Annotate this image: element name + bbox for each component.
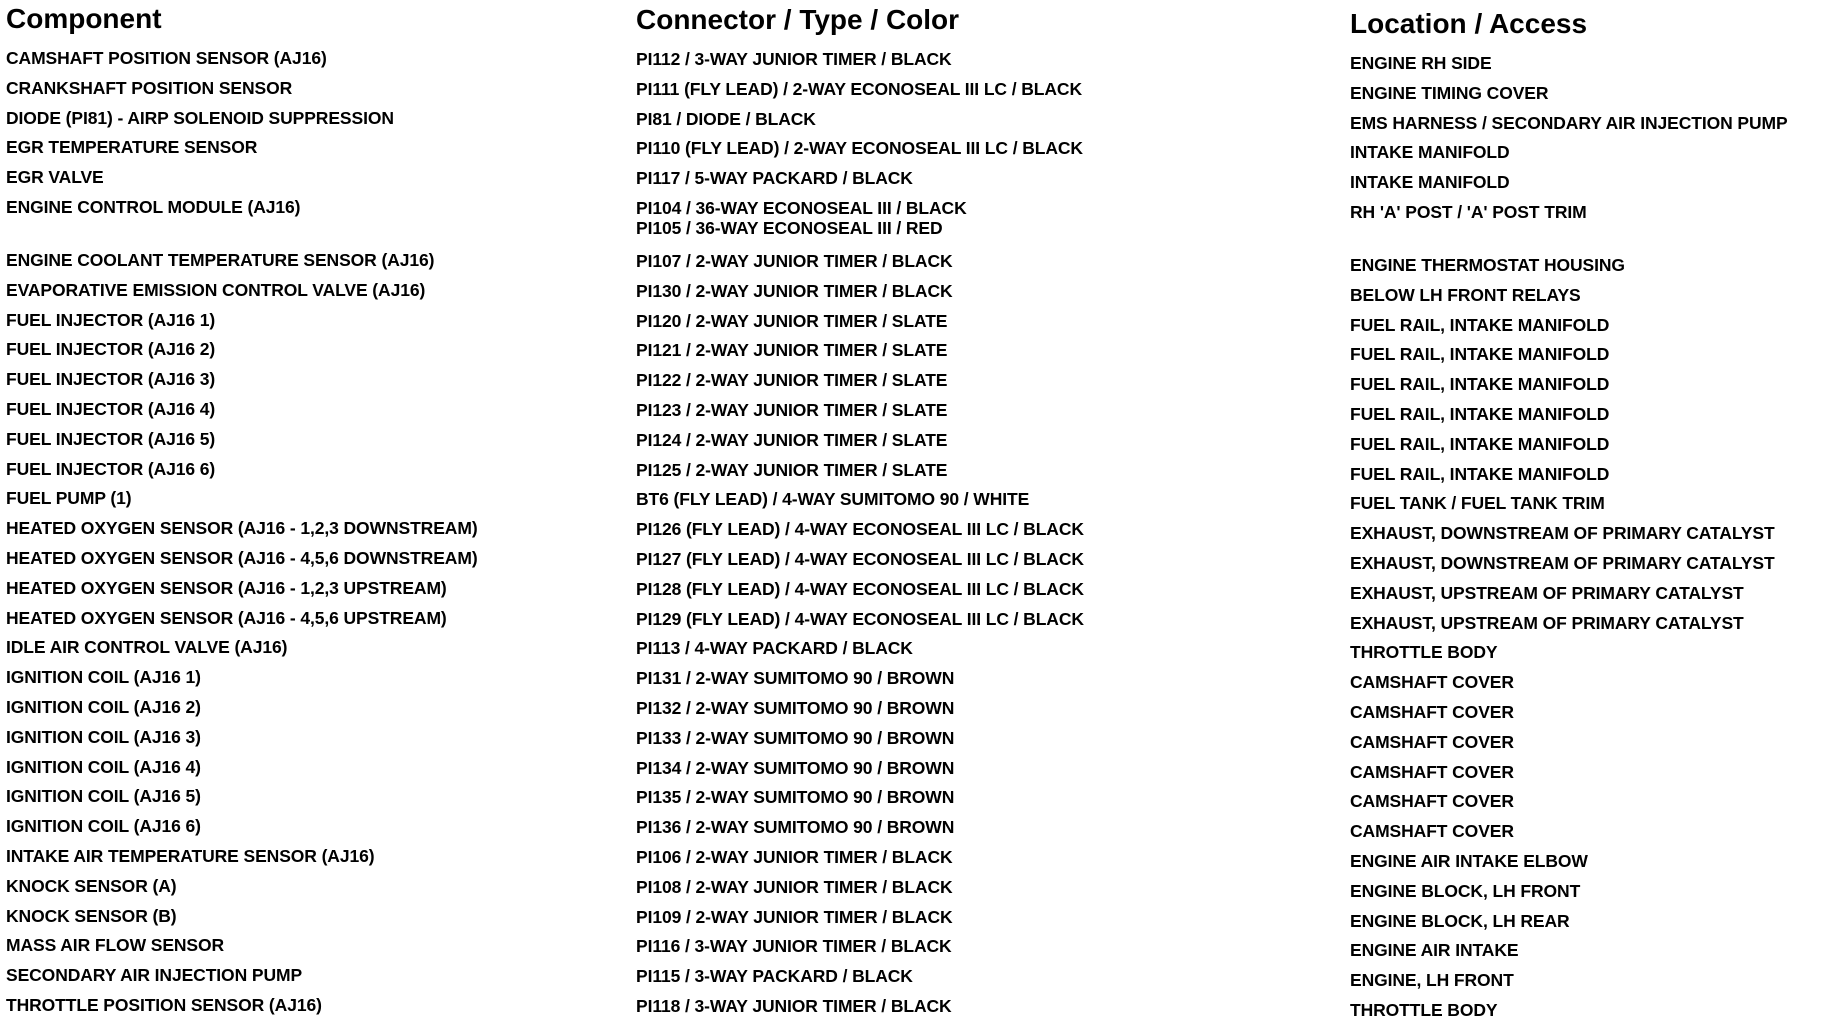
location-cell: CAMSHAFT COVER: [1350, 701, 1514, 722]
location-cell: FUEL RAIL, INTAKE MANIFOLD: [1350, 463, 1610, 484]
connector-list: [636, 49, 1084, 1026]
component-cell: FUEL INJECTOR (AJ16 5): [6, 428, 216, 449]
connector-cell: [636, 489, 1084, 519]
location-cell: FUEL RAIL, INTAKE MANIFOLD: [1350, 344, 1610, 365]
connector-line: PI121 / 2-WAY JUNIOR TIMER / SLATE: [636, 340, 948, 361]
location-cell: CAMSHAFT COVER: [1350, 731, 1514, 752]
connector-line: PI136 / 2-WAY SUMITOMO 90 / BROWN: [636, 817, 955, 838]
connector-cell: [636, 638, 1084, 668]
connector-cell: [636, 79, 1084, 109]
component-cell: HEATED OXYGEN SENSOR (AJ16 - 1,2,3 UPSTREAM): [6, 577, 447, 598]
connector-cell: [636, 460, 1084, 490]
component-cell: IGNITION COIL (AJ16 4): [6, 756, 201, 777]
connector-line: PI81 / DIODE / BLACK: [636, 108, 816, 129]
connector-line: PI126 (FLY LEAD) / 4-WAY ECONOSEAL III LC / BLACK: [636, 519, 1084, 540]
connector-line: PI109 / 2-WAY JUNIOR TIMER / BLACK: [636, 906, 953, 927]
location-cell: BELOW LH FRONT RELAYS: [1350, 284, 1581, 305]
location-cell: ENGINE AIR INTAKE ELBOW: [1350, 850, 1588, 871]
location-cell: EXHAUST, UPSTREAM OF PRIMARY CATALYST: [1350, 582, 1744, 603]
connector-line: PI134 / 2-WAY SUMITOMO 90 / BROWN: [636, 757, 955, 778]
location-cell: ENGINE RH SIDE: [1350, 53, 1492, 73]
component-cell: IDLE AIR CONTROL VALVE (AJ16): [6, 637, 288, 658]
location-cell: ENGINE THERMOSTAT HOUSING: [1350, 254, 1625, 275]
connector-cell: [636, 198, 1084, 251]
connector-cell: [636, 996, 1084, 1026]
connector-line: PI110 (FLY LEAD) / 2-WAY ECONOSEAL III LC / BLACK: [636, 138, 1083, 159]
connector-line: PI105 / 36-WAY ECONOSEAL III / RED: [636, 217, 943, 238]
location-cell: FUEL RAIL, INTAKE MANIFOLD: [1350, 314, 1610, 335]
connector-line: PI104 / 36-WAY ECONOSEAL III / BLACK: [636, 197, 967, 218]
connector-line: PI111 (FLY LEAD) / 2-WAY ECONOSEAL III LC / BLACK: [636, 78, 1082, 99]
connector-cell: [636, 549, 1084, 579]
location-cell: FUEL TANK / FUEL TANK TRIM: [1350, 493, 1605, 514]
component-cell: CAMSHAFT POSITION SENSOR (AJ16): [6, 48, 327, 68]
component-cell: EGR VALVE: [6, 167, 104, 188]
connector-cell: [636, 698, 1084, 728]
connector-cell: [636, 787, 1084, 817]
component-cell: CRANKSHAFT POSITION SENSOR: [6, 77, 293, 98]
connector-line: PI132 / 2-WAY SUMITOMO 90 / BROWN: [636, 697, 955, 718]
location-cell: CAMSHAFT COVER: [1350, 761, 1514, 782]
component-cell: ENGINE CONTROL MODULE (AJ16): [6, 196, 301, 217]
connector-line: PI133 / 2-WAY SUMITOMO 90 / BROWN: [636, 727, 955, 748]
connector-cell: [636, 966, 1084, 996]
connector-line: PI117 / 5-WAY PACKARD / BLACK: [636, 168, 913, 189]
component-cell: THROTTLE POSITION SENSOR (AJ16): [6, 994, 322, 1015]
component-cell: EVAPORATIVE EMISSION CONTROL VALVE (AJ16): [6, 279, 426, 300]
component-cell: DIODE (PI81) - AIRP SOLENOID SUPPRESSION: [6, 107, 394, 128]
component-cell: IGNITION COIL (AJ16 3): [6, 726, 201, 747]
connector-cell: [636, 370, 1084, 400]
location-list: [1350, 53, 1788, 1030]
connector-cell: [636, 519, 1084, 549]
location-cell: THROTTLE BODY: [1350, 642, 1498, 663]
connector-cell: [636, 251, 1084, 281]
connector-cell: [636, 311, 1084, 341]
connector-line: PI115 / 3-WAY PACKARD / BLACK: [636, 966, 913, 987]
connector-cell: [636, 907, 1084, 937]
connector-line: PI112 / 3-WAY JUNIOR TIMER / BLACK: [636, 49, 952, 69]
location-cell: INTAKE MANIFOLD: [1350, 142, 1510, 163]
component-cell: FUEL INJECTOR (AJ16 4): [6, 398, 216, 419]
component-cell: KNOCK SENSOR (B): [6, 905, 177, 926]
location-cell: ENGINE AIR INTAKE: [1350, 940, 1519, 961]
connector-line: PI135 / 2-WAY SUMITOMO 90 / BROWN: [636, 787, 955, 808]
location-cell: EXHAUST, UPSTREAM OF PRIMARY CATALYST: [1350, 612, 1744, 633]
component-cell: KNOCK SENSOR (A): [6, 875, 177, 896]
connector-line: PI113 / 4-WAY PACKARD / BLACK: [636, 638, 913, 659]
component-cell: IGNITION COIL (AJ16 6): [6, 816, 201, 837]
connector-line: PI130 / 2-WAY JUNIOR TIMER / BLACK: [636, 280, 953, 301]
connector-cell: [636, 579, 1084, 609]
component-cell: MASS AIR FLOW SENSOR: [6, 935, 225, 956]
connector-line: PI124 / 2-WAY JUNIOR TIMER / SLATE: [636, 429, 948, 450]
location-cell: EMS HARNESS / SECONDARY AIR INJECTION PUMP: [1350, 112, 1788, 133]
component-cell: FUEL INJECTOR (AJ16 3): [6, 369, 216, 390]
connector-cell: [636, 49, 1084, 79]
connector-cell: [636, 281, 1084, 311]
component-cell: FUEL PUMP (1): [6, 488, 132, 509]
component-cell: ENGINE COOLANT TEMPERATURE SENSOR (AJ16): [6, 249, 435, 270]
connector-cell: [636, 847, 1084, 877]
location-cell: ENGINE BLOCK, LH FRONT: [1350, 880, 1581, 901]
connector-line: PI116 / 3-WAY JUNIOR TIMER / BLACK: [636, 936, 952, 957]
connector-cell: [636, 109, 1084, 139]
connector-cell: [636, 168, 1084, 198]
connector-line: PI128 (FLY LEAD) / 4-WAY ECONOSEAL III LC / BLACK: [636, 578, 1084, 599]
location-cell: INTAKE MANIFOLD: [1350, 172, 1510, 193]
connector-line: PI125 / 2-WAY JUNIOR TIMER / SLATE: [636, 459, 948, 480]
connector-cell: [636, 430, 1084, 460]
connector-line: PI106 / 2-WAY JUNIOR TIMER / BLACK: [636, 846, 953, 867]
location-cell: EXHAUST, DOWNSTREAM OF PRIMARY CATALYST: [1350, 552, 1775, 573]
connector-cell: [636, 936, 1084, 966]
connector-line: PI120 / 2-WAY JUNIOR TIMER / SLATE: [636, 310, 948, 331]
connector-cell: [636, 340, 1084, 370]
location-cell: CAMSHAFT COVER: [1350, 821, 1514, 842]
component-cell: IGNITION COIL (AJ16 1): [6, 667, 201, 688]
connector-line: PI108 / 2-WAY JUNIOR TIMER / BLACK: [636, 876, 953, 897]
connector-line: PI107 / 2-WAY JUNIOR TIMER / BLACK: [636, 250, 953, 271]
connector-cell: [636, 668, 1084, 698]
component-cell: FUEL INJECTOR (AJ16 1): [6, 309, 216, 330]
connector-cell: [636, 817, 1084, 847]
connector-header: Connector / Type / Color: [636, 4, 960, 35]
location-cell: RH 'A' POST / 'A' POST TRIM: [1350, 201, 1587, 222]
connector-line: PI127 (FLY LEAD) / 4-WAY ECONOSEAL III LC / BLACK: [636, 548, 1084, 569]
location-cell: FUEL RAIL, INTAKE MANIFOLD: [1350, 374, 1610, 395]
component-cell: HEATED OXYGEN SENSOR (AJ16 - 1,2,3 DOWNSTREAM): [6, 518, 478, 539]
connector-cell: [636, 728, 1084, 758]
connector-cell: [636, 400, 1084, 430]
location-cell: CAMSHAFT COVER: [1350, 791, 1514, 812]
connector-line: PI118 / 3-WAY JUNIOR TIMER / BLACK: [636, 995, 952, 1016]
component-cell: IGNITION COIL (AJ16 5): [6, 786, 201, 807]
component-cell: INTAKE AIR TEMPERATURE SENSOR (AJ16): [6, 845, 375, 866]
location-header: Location / Access: [1350, 8, 1588, 39]
component-cell: HEATED OXYGEN SENSOR (AJ16 - 4,5,6 DOWNSTREAM): [6, 547, 478, 568]
location-cell: ENGINE TIMING COVER: [1350, 82, 1549, 103]
connector-cell: [636, 877, 1084, 907]
component-cell: SECONDARY AIR INJECTION PUMP: [6, 965, 303, 986]
component-cell: IGNITION COIL (AJ16 2): [6, 696, 201, 717]
connector-line: PI131 / 2-WAY SUMITOMO 90 / BROWN: [636, 668, 955, 689]
location-cell: THROTTLE BODY: [1350, 999, 1498, 1020]
connector-cell: [636, 609, 1084, 639]
connector-line: PI129 (FLY LEAD) / 4-WAY ECONOSEAL III LC / BLACK: [636, 608, 1084, 629]
component-header: Component: [6, 3, 162, 34]
component-cell: FUEL INJECTOR (AJ16 6): [6, 458, 216, 479]
location-cell: CAMSHAFT COVER: [1350, 672, 1514, 693]
location-cell: ENGINE, LH FRONT: [1350, 970, 1514, 991]
location-cell: ENGINE BLOCK, LH REAR: [1350, 910, 1570, 931]
connector-cell: [636, 758, 1084, 788]
component-list: [6, 48, 478, 1025]
location-cell: EXHAUST, DOWNSTREAM OF PRIMARY CATALYST: [1350, 523, 1775, 544]
component-cell: HEATED OXYGEN SENSOR (AJ16 - 4,5,6 UPSTREAM): [6, 607, 447, 628]
connector-line: BT6 (FLY LEAD) / 4-WAY SUMITOMO 90 / WHITE: [636, 489, 1030, 510]
location-cell: FUEL RAIL, INTAKE MANIFOLD: [1350, 403, 1610, 424]
location-cell: FUEL RAIL, INTAKE MANIFOLD: [1350, 433, 1610, 454]
component-cell: FUEL INJECTOR (AJ16 2): [6, 339, 216, 360]
connector-line: PI122 / 2-WAY JUNIOR TIMER / SLATE: [636, 370, 948, 391]
connector-cell: [636, 138, 1084, 168]
component-cell: EGR TEMPERATURE SENSOR: [6, 137, 258, 158]
connector-line: PI123 / 2-WAY JUNIOR TIMER / SLATE: [636, 399, 948, 420]
